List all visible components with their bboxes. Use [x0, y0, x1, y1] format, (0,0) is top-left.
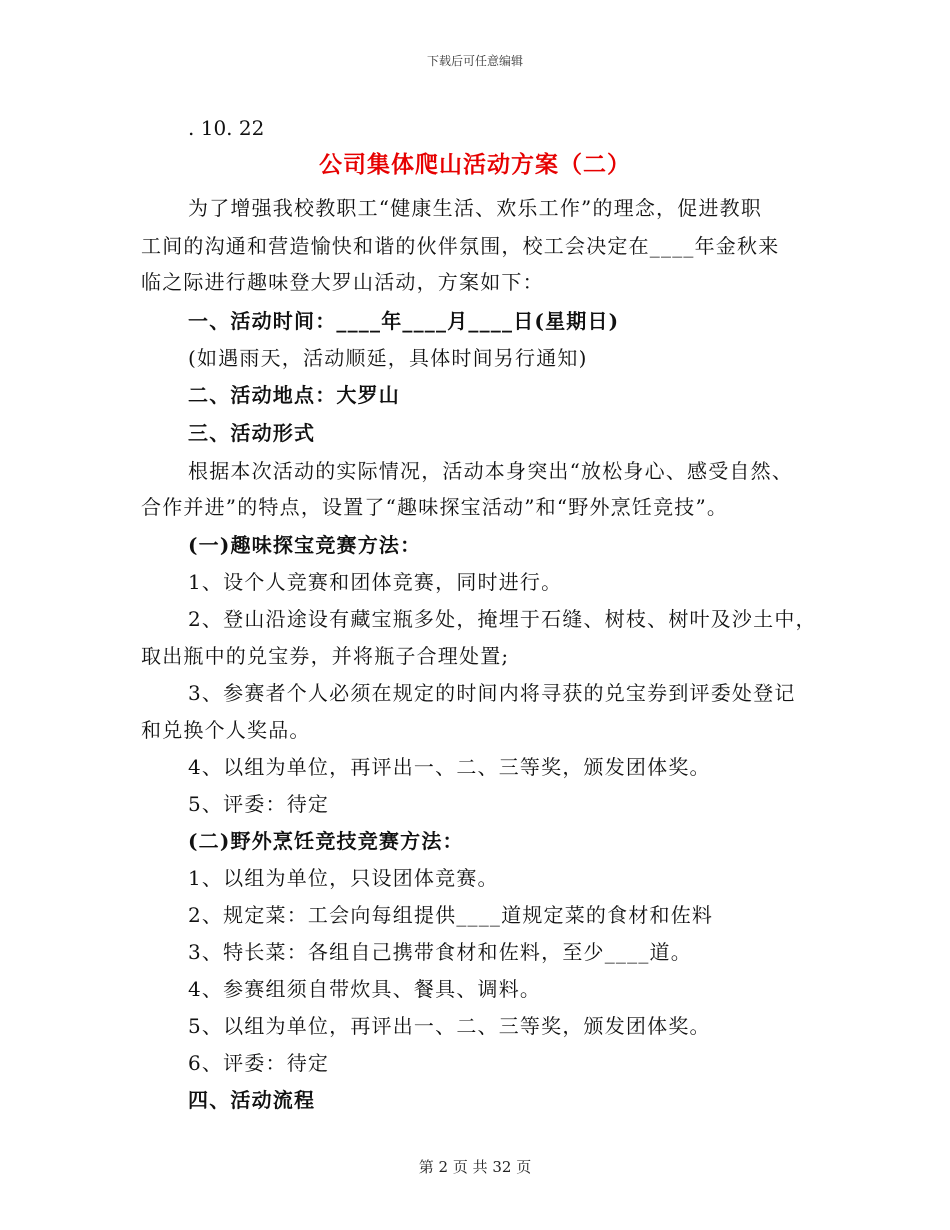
intro-line-3: 临之际进行趣味登大罗山活动，方案如下：	[141, 270, 544, 294]
time-note: (如遇雨天，活动顺延，具体时间另行通知)	[188, 346, 588, 370]
section-form-heading: 三、活动形式	[188, 421, 316, 445]
form-line-2: 合作并进”的特点，设置了“趣味探宝活动”和“野外烹饪竞技”。	[141, 495, 729, 519]
form-line-1: 根据本次活动的实际情况，活动本身突出“放松身心、感受自然、	[188, 459, 794, 483]
cooking-item-3: 3、特长菜：各组自己携带食材和佐料，至少____道。	[188, 940, 692, 964]
treasure-item-2b: 取出瓶中的兑宝券，并将瓶子合理处置;	[141, 644, 510, 668]
cooking-heading: (二)野外烹饪竞技竞赛方法：	[188, 829, 464, 853]
treasure-heading: (一)趣味探宝竞赛方法：	[188, 533, 422, 557]
page-footer: 第 2 页 共 32 页	[418, 1158, 532, 1176]
download-editable-note: 下载后可任意编辑	[426, 54, 523, 68]
treasure-item-2a: 2、登山沿途设有藏宝瓶多处，掩埋于石缝、树枝、树叶及沙土中，	[188, 607, 817, 631]
section-flow-heading: 四、活动流程	[188, 1088, 316, 1112]
cooking-item-4: 4、参赛组须自带炊具、餐具、调料。	[188, 977, 542, 1001]
section-time-heading: 一、活动时间：____年____月____日(星期日)	[188, 309, 620, 333]
treasure-item-3b: 和兑换个人奖品。	[141, 718, 311, 742]
cooking-item-6: 6、评委：待定	[188, 1051, 330, 1075]
date-line: . 10. 22	[188, 116, 265, 140]
section-place-heading: 二、活动地点：大罗山	[188, 383, 400, 407]
page-title: 公司集体爬山活动方案（二）	[319, 151, 631, 178]
cooking-item-1: 1、以组为单位，只设团体竞赛。	[188, 866, 499, 890]
cooking-item-5: 5、以组为单位，再评出一、二、三等奖，颁发团体奖。	[188, 1014, 711, 1038]
intro-line-2: 工间的沟通和营造愉快和谐的伙伴氛围，校工会决定在____年金秋来	[141, 234, 780, 258]
cooking-item-2: 2、规定菜：工会向每组提供____道规定菜的食材和佐料	[188, 903, 714, 927]
treasure-item-5: 5、评委：待定	[188, 792, 330, 816]
treasure-item-4: 4、以组为单位，再评出一、二、三等奖，颁发团体奖。	[188, 755, 711, 779]
treasure-item-3a: 3、参赛者个人必须在规定的时间内将寻获的兑宝券到评委处登记	[188, 681, 796, 705]
intro-line-1: 为了增强我校教职工“健康生活、欢乐工作”的理念，促进教职	[188, 196, 763, 220]
treasure-item-1: 1、设个人竞赛和团体竞赛，同时进行。	[188, 570, 563, 594]
